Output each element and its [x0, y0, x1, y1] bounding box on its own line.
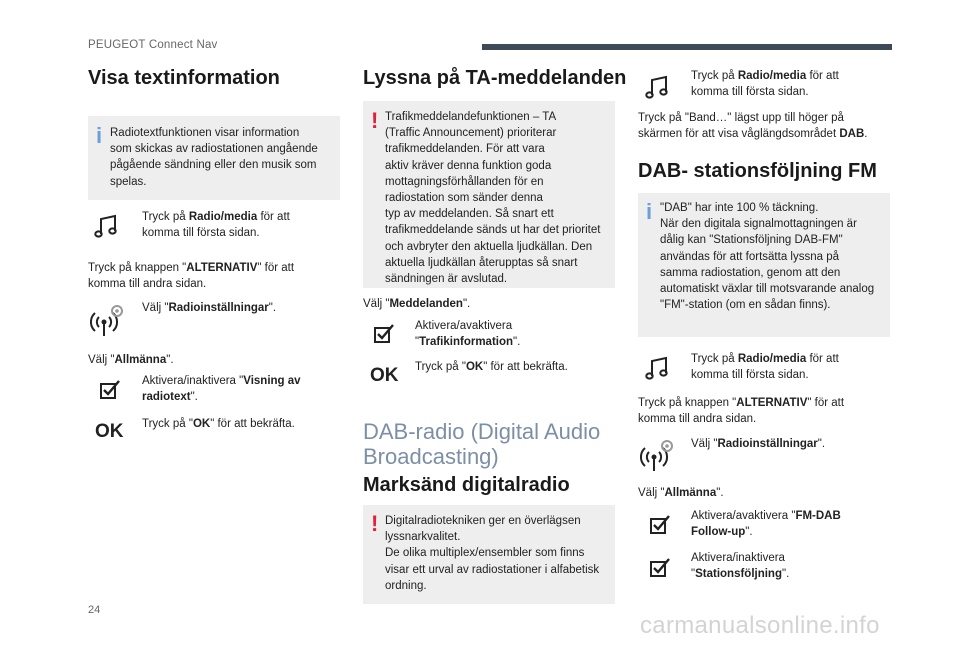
- warning-line: ordning.: [385, 579, 427, 592]
- warning-line: typ av meddelanden. Så snart ett: [385, 208, 554, 221]
- checkbox-icon: [99, 378, 121, 400]
- heading-visa-textinformation: Visa textinformation: [88, 67, 280, 89]
- para-band-dab: Tryck på "Band…" lägst upp till höger på skärmen för att visa våglängdsområdet DAB.: [638, 112, 868, 141]
- warning-line: Digitalradiotekniken ger en överlägsen: [385, 515, 581, 527]
- radio-settings-icon: [90, 302, 126, 338]
- ok-icon: OK: [370, 365, 399, 386]
- running-header: PEUGEOT Connect Nav: [88, 39, 218, 51]
- para-meddelanden: Välj "Meddelanden".: [363, 298, 471, 310]
- info-box-radiotext: [88, 116, 340, 200]
- warning-line: lyssnarkvalitet.: [385, 531, 461, 544]
- ok-icon: OK: [95, 421, 124, 442]
- warning-box-ta: [363, 101, 615, 288]
- info-line: "DAB" har inte 100 % täckning.: [660, 202, 819, 214]
- para-alternativ: Tryck på knappen "ALTERNATIV" för att komma till andra sidan.: [638, 397, 845, 426]
- info-line: Radiotextfunktionen visar information: [110, 127, 300, 139]
- warning-line: visar ett urval av radiostationer i alfabetisk: [385, 563, 600, 576]
- info-line: som skickas av radiostationen angående: [110, 143, 318, 156]
- radio-settings-icon: [640, 437, 676, 473]
- heading-ta-meddelanden: Lyssna på TA-meddelanden: [363, 67, 627, 89]
- watermark: carmanualsonline.info: [640, 612, 880, 639]
- info-line: pågående sändning eller den musik som: [110, 159, 317, 172]
- step-radio-media: Tryck på Radio/media för att komma till första sidan.: [691, 70, 839, 99]
- info-line: "FM"-station (om en sådan finns).: [660, 299, 831, 312]
- heading-marksand-digitalradio: Marksänd digitalradio: [363, 474, 570, 496]
- info-line: När den digitala signalmottagningen är: [660, 218, 857, 231]
- header-bar: [482, 44, 892, 50]
- info-box-dab-fm: [638, 193, 890, 337]
- info-line: samma radiostation, genom att den: [660, 266, 841, 279]
- warning-line: aktiv kräver denna funktion goda: [385, 159, 552, 172]
- info-line: automatiskt växlar till motsvarande analog: [660, 283, 875, 296]
- step-trafikinformation: Aktivera/avaktivera "Trafikinformation".: [415, 320, 521, 349]
- warning-line: sändningen är avslutad.: [385, 273, 508, 286]
- warning-line: radiostation som sänder denna: [385, 192, 543, 205]
- page-number: 24: [88, 604, 101, 616]
- warning-box-digitalradio: [363, 505, 615, 604]
- info-line: spelas.: [110, 175, 147, 188]
- music-note-icon: [643, 355, 671, 383]
- heading-dab-radio: DAB-radio (Digital Audio Broadcasting): [363, 419, 601, 469]
- warning-icon: !: [371, 108, 379, 133]
- warning-line: Trafikmeddelandefunktionen – TA: [385, 111, 557, 123]
- info-icon: i: [646, 199, 653, 224]
- para-allmanna: Välj "Allmänna".: [88, 354, 174, 366]
- warning-line: trafikmeddelanden. För att vara: [385, 143, 545, 156]
- checkbox-icon: [373, 322, 395, 344]
- heading-dab-stationsfoljning: DAB- stationsföljning FM: [638, 160, 877, 182]
- step-stationsfoljning: Aktivera/inaktivera "Stationsföljning".: [691, 552, 790, 581]
- music-note-icon: [643, 74, 671, 102]
- info-icon: i: [96, 123, 103, 148]
- step-ok-confirm: Tryck på "OK" för att bekräfta.: [142, 418, 295, 430]
- step-ok-confirm: Tryck på "OK" för att bekräfta.: [415, 361, 568, 373]
- step-radio-media: Tryck på Radio/media för att komma till första sidan.: [142, 211, 290, 240]
- warning-line: och avbryter den aktuella ljudkällan. Den: [385, 240, 593, 253]
- warning-line: aktuella ljudkällan återupptas så snart: [385, 256, 578, 269]
- warning-line: De olika multiplex/ensembler som finns: [385, 547, 585, 560]
- info-line: användas för att fortsätta lyssna på: [660, 250, 839, 263]
- checkbox-icon: [649, 556, 671, 578]
- step-radio-media: Tryck på Radio/media för att komma till första sidan.: [691, 353, 839, 382]
- info-line: dålig kan "Stationsföljning DAB-FM": [660, 234, 843, 247]
- music-note-icon: [92, 213, 120, 241]
- step-radioinstallningar: Välj "Radioinställningar".: [142, 302, 277, 314]
- step-visning-av-radiotext: Aktivera/inaktivera "Visning av radiotext".: [142, 375, 301, 404]
- checkbox-icon: [649, 513, 671, 535]
- warning-line: trafikmeddelande sänds ut har det prioritet: [385, 224, 601, 237]
- warning-line: mottagningsförhållanden för en: [385, 175, 544, 188]
- para-allmanna: Välj "Allmänna".: [638, 487, 724, 499]
- step-radioinstallningar: Välj "Radioinställningar".: [691, 438, 826, 450]
- warning-line: (Traffic Announcement) prioriterar: [385, 127, 557, 140]
- step-fm-dab-follow-up: Aktivera/avaktivera "FM-DAB Follow-up".: [691, 510, 841, 539]
- para-alternativ: Tryck på knappen "ALTERNATIV" för att komma till andra sidan.: [88, 262, 295, 291]
- warning-icon: !: [371, 511, 379, 536]
